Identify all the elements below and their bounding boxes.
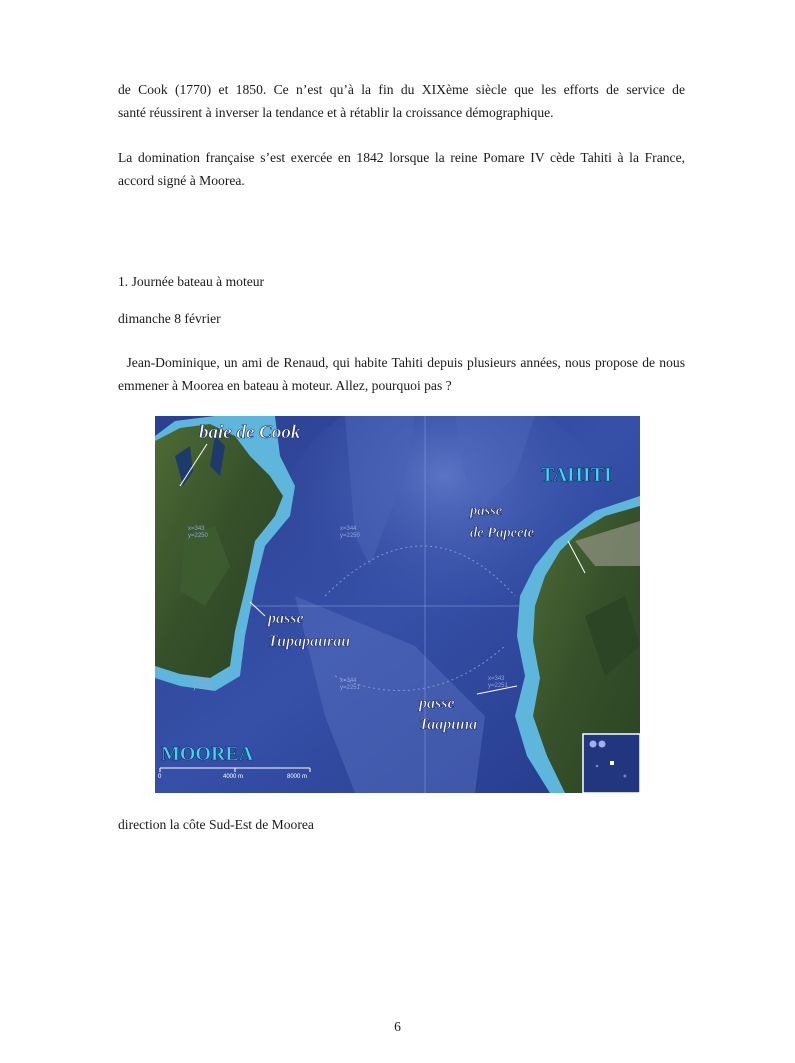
svg-text:4000 m: 4000 m [223, 774, 244, 780]
svg-text:y=2251: y=2251 [193, 685, 213, 691]
map-label-tahiti: TAHITI [541, 464, 612, 486]
map-label-passe-papeete-1: passe [470, 503, 503, 519]
map-label-baie-de-cook: baie de Cook [199, 422, 301, 443]
date-line: dimanche 8 février [118, 311, 221, 326]
svg-text:x=343: x=343 [193, 678, 210, 684]
svg-text:8000 m: 8000 m [287, 774, 308, 780]
svg-text:y=2250: y=2250 [188, 533, 208, 539]
svg-text:y=2251: y=2251 [340, 685, 360, 691]
svg-text:x=343: x=343 [188, 526, 205, 532]
svg-text:x=344: x=344 [340, 526, 357, 532]
map-label-passe-taapuna-1: passe [419, 695, 455, 712]
svg-text:x=343: x=343 [488, 676, 505, 682]
svg-text:y=2251: y=2251 [488, 683, 508, 689]
map-label-passe-tupapaurau-1: passe [268, 610, 304, 627]
map-label-moorea: MOOREA [161, 743, 254, 765]
map-label-passe-tupapaurau-2: Tupapaurau [268, 633, 351, 650]
text-p1-line2: santé réussirent à inverser la tendance et à rétablir la croissance démographique. [118, 105, 554, 120]
map-label-passe-papeete-2: de Papeete [470, 525, 535, 541]
map-overview-inset [583, 734, 640, 793]
section-heading: 1. Journée bateau à moteur [118, 274, 265, 289]
image-caption: direction la côte Sud-Est de Moorea [118, 817, 314, 832]
page-number: 6 [394, 1019, 401, 1034]
svg-text:0: 0 [158, 774, 162, 780]
map-label-passe-taapuna-2: Taapuna [419, 716, 478, 733]
svg-text:x=344: x=344 [340, 678, 357, 684]
text-p1-line1: de Cook (1770) et 1850. Ce n’est qu’à la fin du XIXème siècle que les efforts de service de [118, 82, 685, 97]
paragraph-3: Jean-Dominique, un ami de Renaud, qui habite Tahiti depuis plusieurs années, nous propose de nous emmener à Moorea en bateau à moteur. Allez, pourquoi pas ? [118, 355, 685, 393]
satellite-map [155, 416, 640, 793]
paragraph-1 [118, 101, 685, 124]
svg-text:y=2250: y=2250 [340, 533, 360, 539]
paragraph-2: La domination française s’est exercée en 1842 lorsque la reine Pomare IV cède Tahiti à la France, accord signé à Moorea. [118, 150, 685, 188]
